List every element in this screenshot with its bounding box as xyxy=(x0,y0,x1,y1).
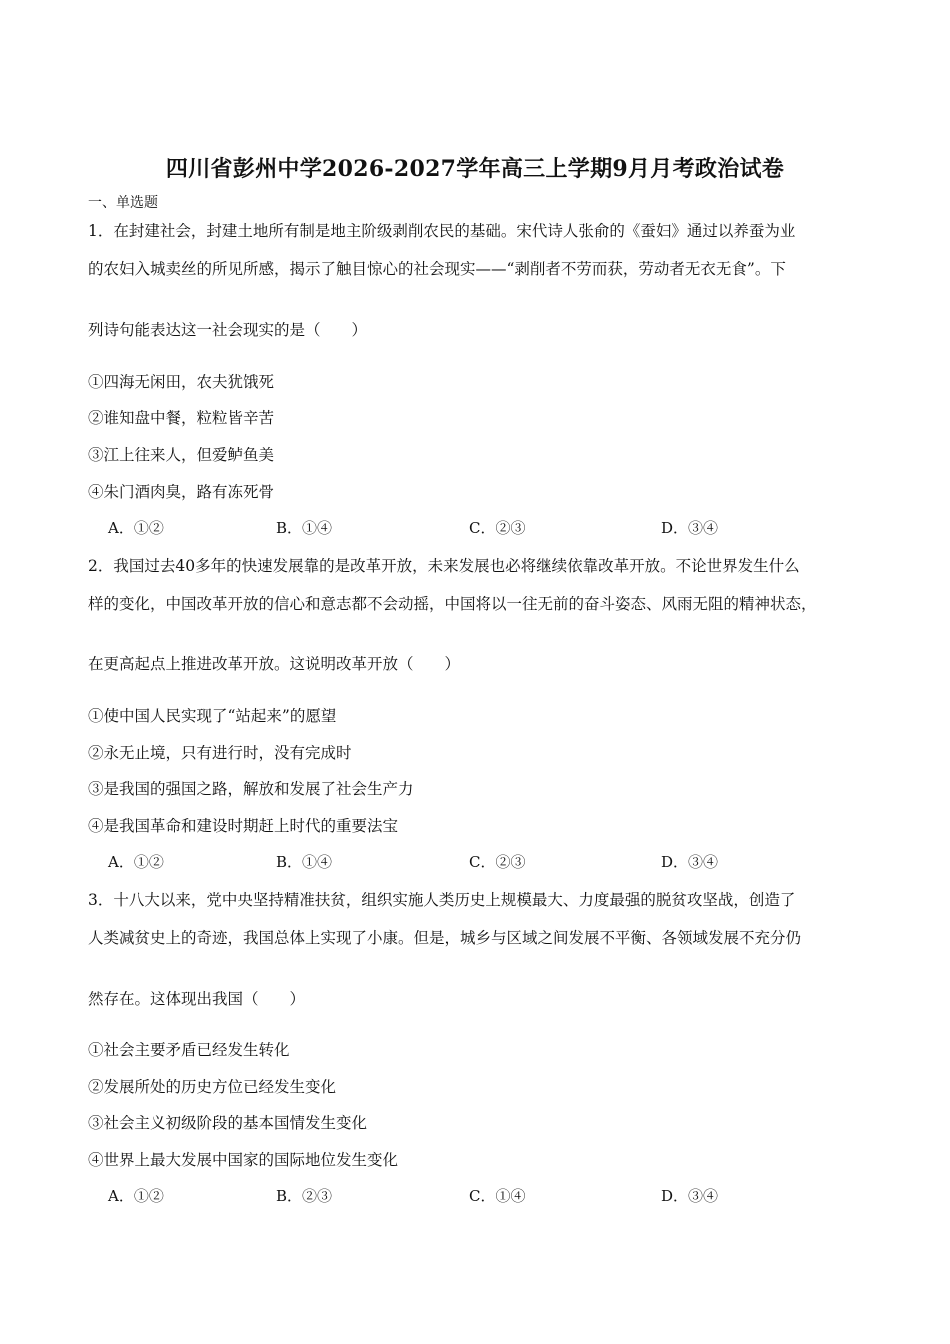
question-stem-line: 2．我国过去40多年的快速发展靠的是改革开放，未来发展也必将继续依靠改革开放。不论世界发生什么 xyxy=(88,557,800,575)
choice-a[interactable]: A．①② xyxy=(108,1187,164,1205)
choice-a[interactable]: A．①② xyxy=(108,519,164,537)
choice-c[interactable]: C．①④ xyxy=(469,1187,526,1205)
statement-item: ④朱门酒肉臭，路有冻死骨 xyxy=(88,483,275,501)
choice-b[interactable]: B．②③ xyxy=(276,1187,333,1205)
choice-c[interactable]: C．②③ xyxy=(469,519,526,537)
statement-item: ①四海无闲田，农夫犹饿死 xyxy=(88,373,275,391)
question-stem-line: 3．十八大以来，党中央坚持精准扶贫，组织实施人类历史上规模最大、力度最强的脱贫攻坚战，创造了 xyxy=(88,891,796,909)
statement-item: ③社会主义初级阶段的基本国情发生变化 xyxy=(88,1114,368,1132)
question-stem-line: 1．在封建社会，封建土地所有制是地主阶级剥削农民的基础。宋代诗人张俞的《蚕妇》通过以养蚕为业 xyxy=(88,222,796,240)
statement-item: ③是我国的强国之路，解放和发展了社会生产力 xyxy=(88,780,414,798)
question-stem-line: 列诗句能表达这一社会现实的是（ ） xyxy=(88,321,368,339)
statement-item: ①使中国人民实现了“站起来”的愿望 xyxy=(88,707,337,725)
choice-d[interactable]: D．③④ xyxy=(661,853,719,871)
statement-item: ②发展所处的历史方位已经发生变化 xyxy=(88,1078,337,1096)
choice-d[interactable]: D．③④ xyxy=(661,519,719,537)
question-stem-line: 样的变化，中国改革开放的信心和意志都不会动摇，中国将以一往无前的奋斗姿态、风雨无阻的精神状态， xyxy=(88,595,817,613)
section-heading: 一、单选题 xyxy=(88,195,158,211)
choice-a[interactable]: A．①② xyxy=(108,853,164,871)
statement-item: ④世界上最大发展中国家的国际地位发生变化 xyxy=(88,1151,399,1169)
statement-item: ③江上往来人，但爱鲈鱼美 xyxy=(88,446,275,464)
statement-item: ①社会主要矛盾已经发生转化 xyxy=(88,1041,290,1059)
question-stem-line: 在更高起点上推进改革开放。这说明改革开放（ ） xyxy=(88,655,461,673)
page-title: 四川省彭州中学2026-2027学年高三上学期9月月考政治试卷 xyxy=(165,156,785,182)
statement-item: ②谁知盘中餐，粒粒皆辛苦 xyxy=(88,409,275,427)
statement-item: ④是我国革命和建设时期赶上时代的重要法宝 xyxy=(88,817,399,835)
statement-item: ②永无止境，只有进行时，没有完成时 xyxy=(88,744,352,762)
question-stem-line: 然存在。这体现出我国（ ） xyxy=(88,990,306,1008)
choice-d[interactable]: D．③④ xyxy=(661,1187,719,1205)
choice-b[interactable]: B．①④ xyxy=(276,519,333,537)
question-stem-line: 的农妇入城卖丝的所见所感，揭示了触目惊心的社会现实——“剥削者不劳而获，劳动者无衣无食”。下 xyxy=(88,260,786,278)
question-stem-line: 人类减贫史上的奇迹，我国总体上实现了小康。但是，城乡与区域之间发展不平衡、各领域发展不充分仍 xyxy=(88,929,802,947)
choice-c[interactable]: C．②③ xyxy=(469,853,526,871)
choice-b[interactable]: B．①④ xyxy=(276,853,333,871)
